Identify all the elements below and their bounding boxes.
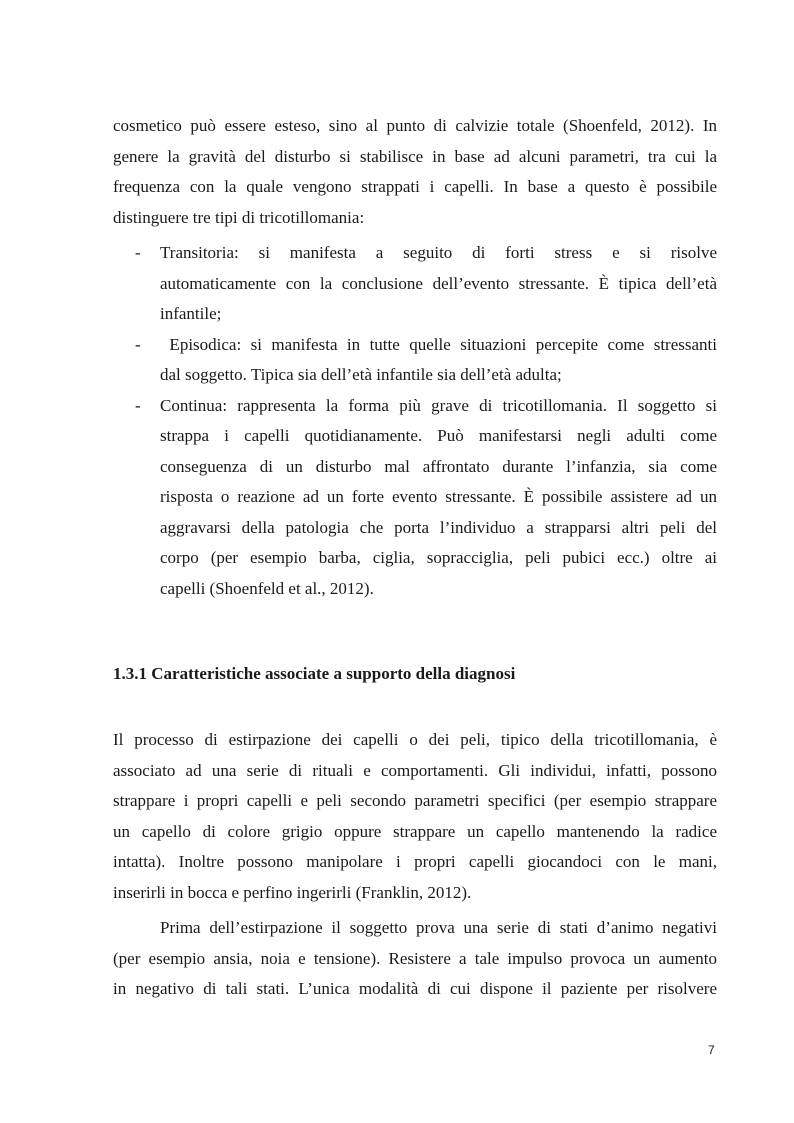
text-line: Continua: rappresenta la forma più grave di tricotillomania. Il soggetto si <box>160 395 717 415</box>
text-line: dal soggetto. Tipica sia dell’età infantile sia dell’età adulta; <box>160 365 562 384</box>
text-line: associato ad una serie di rituali e comportamenti. Gli individui, infatti, possono <box>113 760 717 780</box>
text-line: infantile; <box>160 304 222 323</box>
text-line: strappare i propri capelli e peli secondo parametri specifici (per esempio strappare <box>113 791 717 810</box>
paragraph-rituals <box>113 725 717 908</box>
section-heading: 1.3.1 Caratteristiche associate a supporto della diagnosi <box>113 664 516 683</box>
text-line: frequenza con la quale vengono strappati i capelli. In base a questo è possibile <box>113 177 717 196</box>
text-line: distinguere tre tipi di tricotillomania: <box>113 207 365 227</box>
text-line: intatta). Inoltre possono manipolare i propri capelli giocandoci con le mani, <box>113 852 717 871</box>
list-bullet: - <box>135 334 141 354</box>
text-line: capelli (Shoenfeld et al., 2012). <box>160 578 374 598</box>
page-number: 7 <box>708 1043 715 1057</box>
text-line: Episodica: si manifesta in tutte quelle situazioni percepite come stressanti <box>160 334 717 354</box>
list-bullet: - <box>135 243 141 262</box>
text-line: automaticamente con la conclusione dell’evento stressante. È tipica dell’età <box>160 273 717 293</box>
text-line: conseguenza di un disturbo mal affrontato durante l’infanzia, sia come <box>160 456 717 476</box>
paragraph-intro <box>113 111 717 233</box>
list-bullet: - <box>135 395 141 415</box>
text-line: un capello di colore grigio oppure strappare un capello mantenendo la radice <box>113 821 717 841</box>
text-line: strappa i capelli quotidianamente. Può manifestarsi negli adulti come <box>160 426 717 445</box>
text-line: Prima dell’estirpazione il soggetto prova una serie di stati d’animo negativi <box>160 918 717 937</box>
list-item-continua <box>113 391 717 605</box>
text-line: corpo (per esempio barba, ciglia, sopracciglia, peli pubici ecc.) oltre ai <box>160 548 717 567</box>
text-line: risposta o reazione ad un forte evento stressante. È possibile assistere ad un <box>160 487 717 506</box>
paragraph-negative-states <box>113 913 717 1005</box>
list-item-episodica <box>113 330 717 391</box>
text-line: aggravarsi della patologia che porta l’individuo a strapparsi altri peli del <box>160 517 717 537</box>
text-line: in negativo di tali stati. L’unica modalità di cui dispone il paziente per risolvere <box>113 979 717 998</box>
text-line: cosmetico può essere esteso, sino al punto di calvizie totale (Shoenfeld, 2012). In <box>113 116 717 135</box>
text-line: Transitoria: si manifesta a seguito di forti stress e si risolve <box>160 243 717 262</box>
text-line: genere la gravità del disturbo si stabilisce in base ad alcuni parametri, tra cui la <box>113 146 717 166</box>
text-line: inserirli in bocca e perfino ingerirli (Franklin, 2012). <box>113 882 472 902</box>
list-item-transitoria <box>113 238 717 330</box>
tricotillomania-types-list <box>113 238 717 604</box>
text-line: Il processo di estirpazione dei capelli o dei peli, tipico della tricotillomania, è <box>113 730 717 749</box>
text-line: (per esempio ansia, noia e tensione). Resistere a tale impulso provoca un aumento <box>113 948 717 968</box>
